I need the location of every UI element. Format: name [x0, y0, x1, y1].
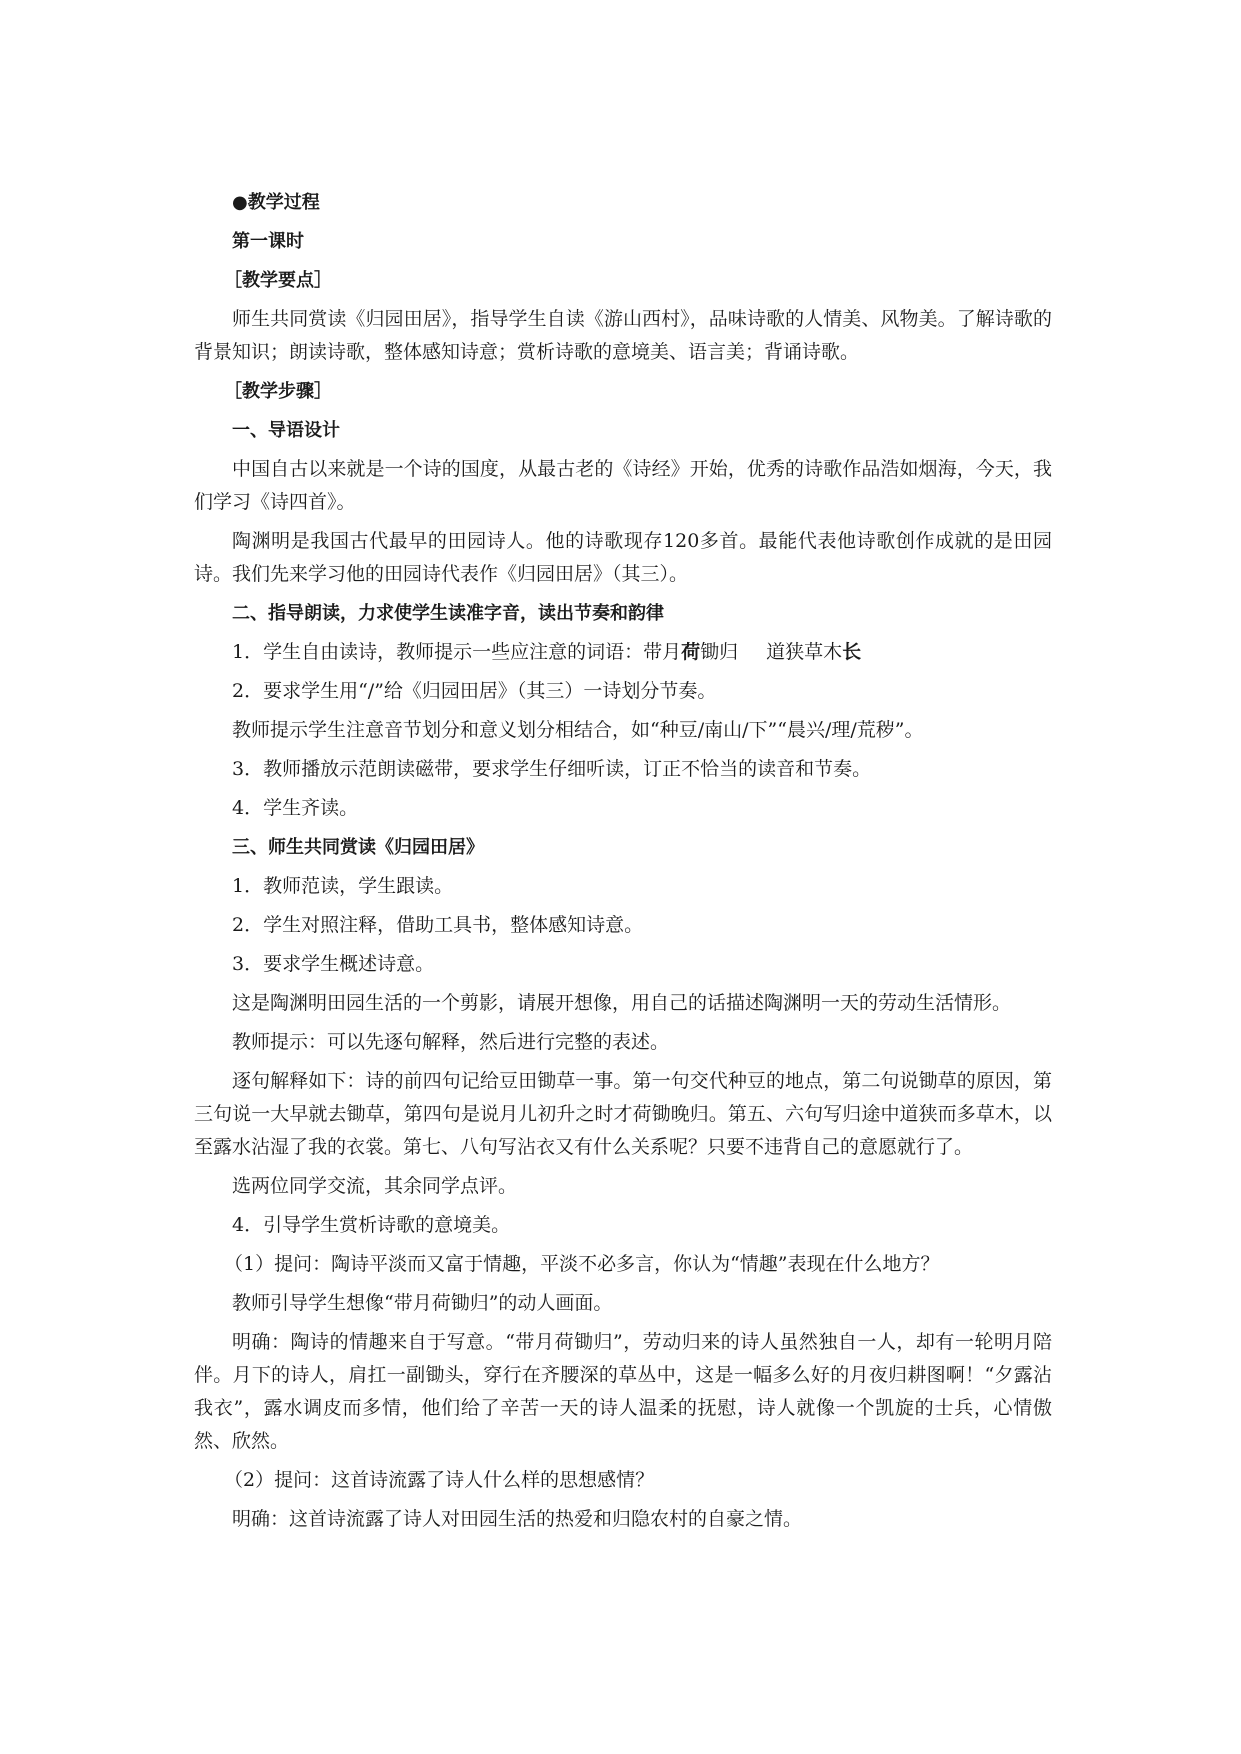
section-2-item-2: 2．要求学生用“/”给《归园田居》（其三）一诗划分节奏。 — [232, 680, 717, 702]
heading-teaching-steps: ［教学步骤］ — [224, 381, 332, 402]
heading-teaching-process: ●教学过程 — [232, 192, 320, 213]
question-2: （2）提问：这首诗流露了诗人什么样的思想感情？ — [224, 1469, 655, 1491]
item-1-text-a: 1．学生自由读诗，教师提示一些应注意的词语：带月 — [232, 641, 682, 663]
section-3-item-1: 1．教师范读，学生跟读。 — [232, 875, 454, 897]
heading-teaching-points: ［教学要点］ — [224, 270, 332, 291]
section-3-paragraph-3: 逐句解释如下：诗的前四句记给豆田锄草一事。第一句交代种豆的地点，第二句说锄草的原因，第三句说一大早就去锄草，第四句是说月儿初升之时才荷锄晚归。第五、六句写归途中道狭而多草木，以至露水沾湿了我的衣裳。第七、八句写沾衣又有什么关系呢？只要不违背自己的意愿就行了。 — [194, 1070, 1052, 1158]
section-3-paragraph-4: 选两位同学交流，其余同学点评。 — [232, 1175, 518, 1197]
section-3-item-4: 4．引导学生赏析诗歌的意境美。 — [232, 1214, 511, 1236]
teaching-points-paragraph: 师生共同赏读《归园田居》，指导学生自读《游山西村》，品味诗歌的人情美、风物美。了解诗歌的背景知识；朗读诗歌，整体感知诗意；赏析诗歌的意境美、语言美；背诵诗歌。 — [194, 308, 1052, 363]
section-1-paragraph-2: 陶渊明是我国古代最早的田园诗人。他的诗歌现存120多首。最能代表他诗歌创作成就的是田园诗。我们先来学习他的田园诗代表作《归园田居》（其三）。 — [194, 530, 1052, 585]
section-2-hint: 教师提示学生注意音节划分和意义划分相结合，如“种豆/南山/下”“晨兴/理/荒秽”。 — [232, 719, 924, 741]
item-1-bold-zhang: 长 — [842, 641, 862, 663]
question-1-answer: 明确：陶诗的情趣来自于写意。“带月荷锄归”，劳动归来的诗人虽然独自一人，却有一轮明月陪伴。月下的诗人，肩扛一副锄头，穿行在齐腰深的草丛中，这是一幅多么好的月夜归耕图啊！“夕露沾我衣”，露水调皮而多情，他们给了辛苦一天的诗人温柔的抚慰，诗人就像一个凯旋的士兵，心情傲然、欣然。 — [194, 1331, 1052, 1452]
section-2-item-3: 3．教师播放示范朗读磁带，要求学生仔细听读，订正不恰当的读音和节奏。 — [232, 758, 872, 780]
section-3-item-3: 3．要求学生概述诗意。 — [232, 953, 435, 975]
question-2-answer: 明确：这首诗流露了诗人对田园生活的热爱和归隐农村的自豪之情。 — [232, 1508, 803, 1530]
section-3-title: 三、师生共同赏读《归园田居》 — [232, 837, 484, 858]
item-1-bold-he: 荷 — [681, 641, 701, 663]
section-3-paragraph-1: 这是陶渊明田园生活的一个剪影，请展开想像，用自己的话描述陶渊明一天的劳动生活情形。 — [232, 992, 1012, 1014]
document-body — [194, 186, 1052, 1542]
section-2-title: 二、指导朗读，力求使学生读准字音，读出节奏和韵律 — [232, 603, 664, 624]
item-1-text-c: 道狭草木 — [766, 641, 843, 663]
section-1-title: 一、导语设计 — [232, 420, 340, 441]
question-1: （1）提问：陶诗平淡而又富于情趣，平淡不必多言，你认为“情趣”表现在什么地方？ — [224, 1253, 940, 1275]
heading-first-lesson: 第一课时 — [232, 231, 304, 252]
section-2-item-4: 4．学生齐读。 — [232, 797, 359, 819]
question-1-guide: 教师引导学生想像“带月荷锄归”的动人画面。 — [232, 1292, 613, 1314]
section-2-item-1 — [194, 636, 1052, 669]
section-3-paragraph-2: 教师提示：可以先逐句解释，然后进行完整的表述。 — [232, 1031, 670, 1053]
section-3-item-2: 2．学生对照注释，借助工具书，整体感知诗意。 — [232, 914, 644, 936]
section-1-paragraph-1: 中国自古以来就是一个诗的国度，从最古老的《诗经》开始，优秀的诗歌作品浩如烟海，今天，我们学习《诗四首》。 — [194, 458, 1052, 513]
item-1-text-b: 锄归 — [700, 641, 739, 663]
